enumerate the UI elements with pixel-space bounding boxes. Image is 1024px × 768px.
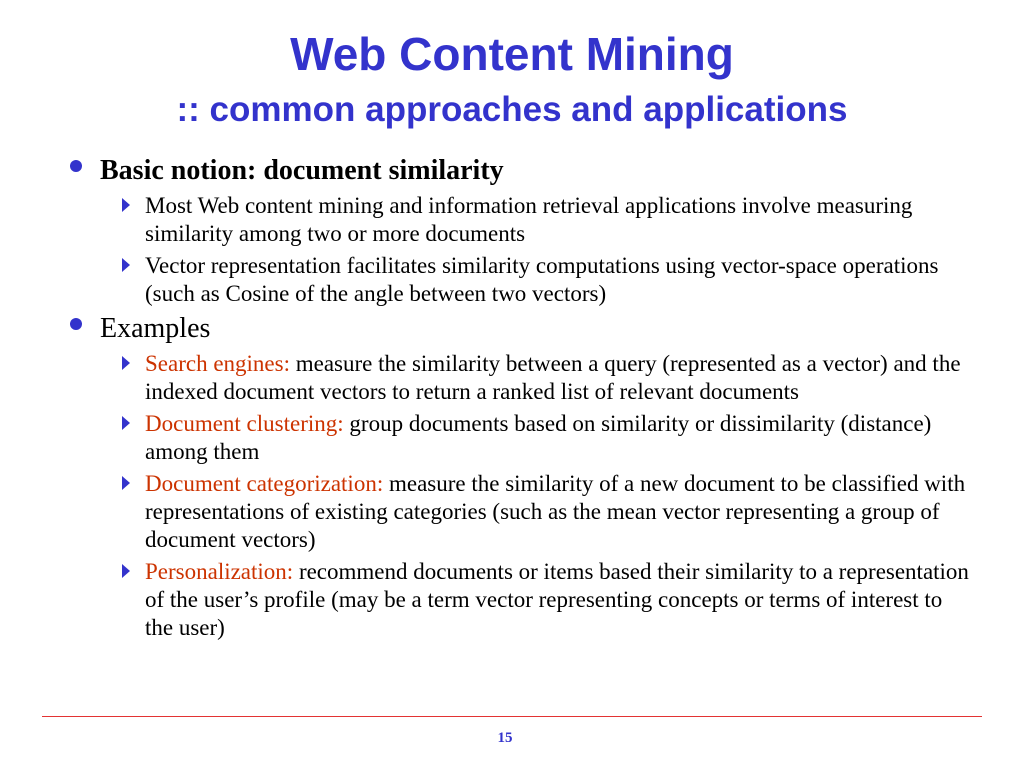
sub-bullet-similarity-measuring <box>0 192 1024 248</box>
slide-content <box>0 150 1024 642</box>
example-term: Personalization: <box>145 559 294 584</box>
triangle-bullet-icon <box>122 356 130 370</box>
triangle-bullet-icon <box>122 564 130 578</box>
page-number: 15 <box>497 730 513 746</box>
example-description: measure the similarity of a new document to be classified with representations of existing categories (such as the mean vector representing a group of document vectors) <box>145 471 966 552</box>
triangle-bullet-icon <box>122 198 130 212</box>
example-term: Search engines: <box>145 351 290 376</box>
sub-bullet-document-categorization <box>0 470 1024 554</box>
bullet-dot-icon <box>70 160 82 172</box>
sub-bullet-personalization <box>0 558 1024 642</box>
sub-bullet-text: Most Web content mining and information retrieval applications involve measuring similarity among two or more documents <box>145 193 913 246</box>
sub-bullet-document-clustering <box>0 410 1024 466</box>
example-term: Document clustering: <box>145 411 344 436</box>
bullet-heading: Basic notion: document similarity <box>100 155 504 186</box>
example-description: group documents based on similarity or dissimilarity (distance) among them <box>145 411 932 464</box>
sub-bullet-search-engines <box>0 350 1024 406</box>
bullet-examples <box>0 312 1024 346</box>
sub-bullet-text: Vector representation facilitates similarity computations using vector-space operations (such as Cosine of the angle between two vectors) <box>145 253 939 306</box>
sub-bullet-vector-representation <box>0 252 1024 308</box>
bullet-heading: Examples <box>100 313 211 344</box>
example-term: Document categorization: <box>145 471 384 496</box>
example-description: recommend documents or items based their similarity to a representation of the user’s profile (may be a term vector representing concepts or terms of interest to the user) <box>145 559 969 640</box>
triangle-bullet-icon <box>122 476 130 490</box>
slide-subtitle: :: common approaches and applications <box>176 90 848 129</box>
slide-title: Web Content Mining <box>290 28 734 80</box>
example-description: measure the similarity between a query (represented as a vector) and the indexed document vectors to return a ranked list of relevant documents <box>145 351 961 404</box>
bullet-dot-icon <box>70 318 82 330</box>
footer-divider <box>42 716 982 717</box>
bullet-basic-notion <box>0 154 1024 188</box>
triangle-bullet-icon <box>122 258 130 272</box>
triangle-bullet-icon <box>122 416 130 430</box>
